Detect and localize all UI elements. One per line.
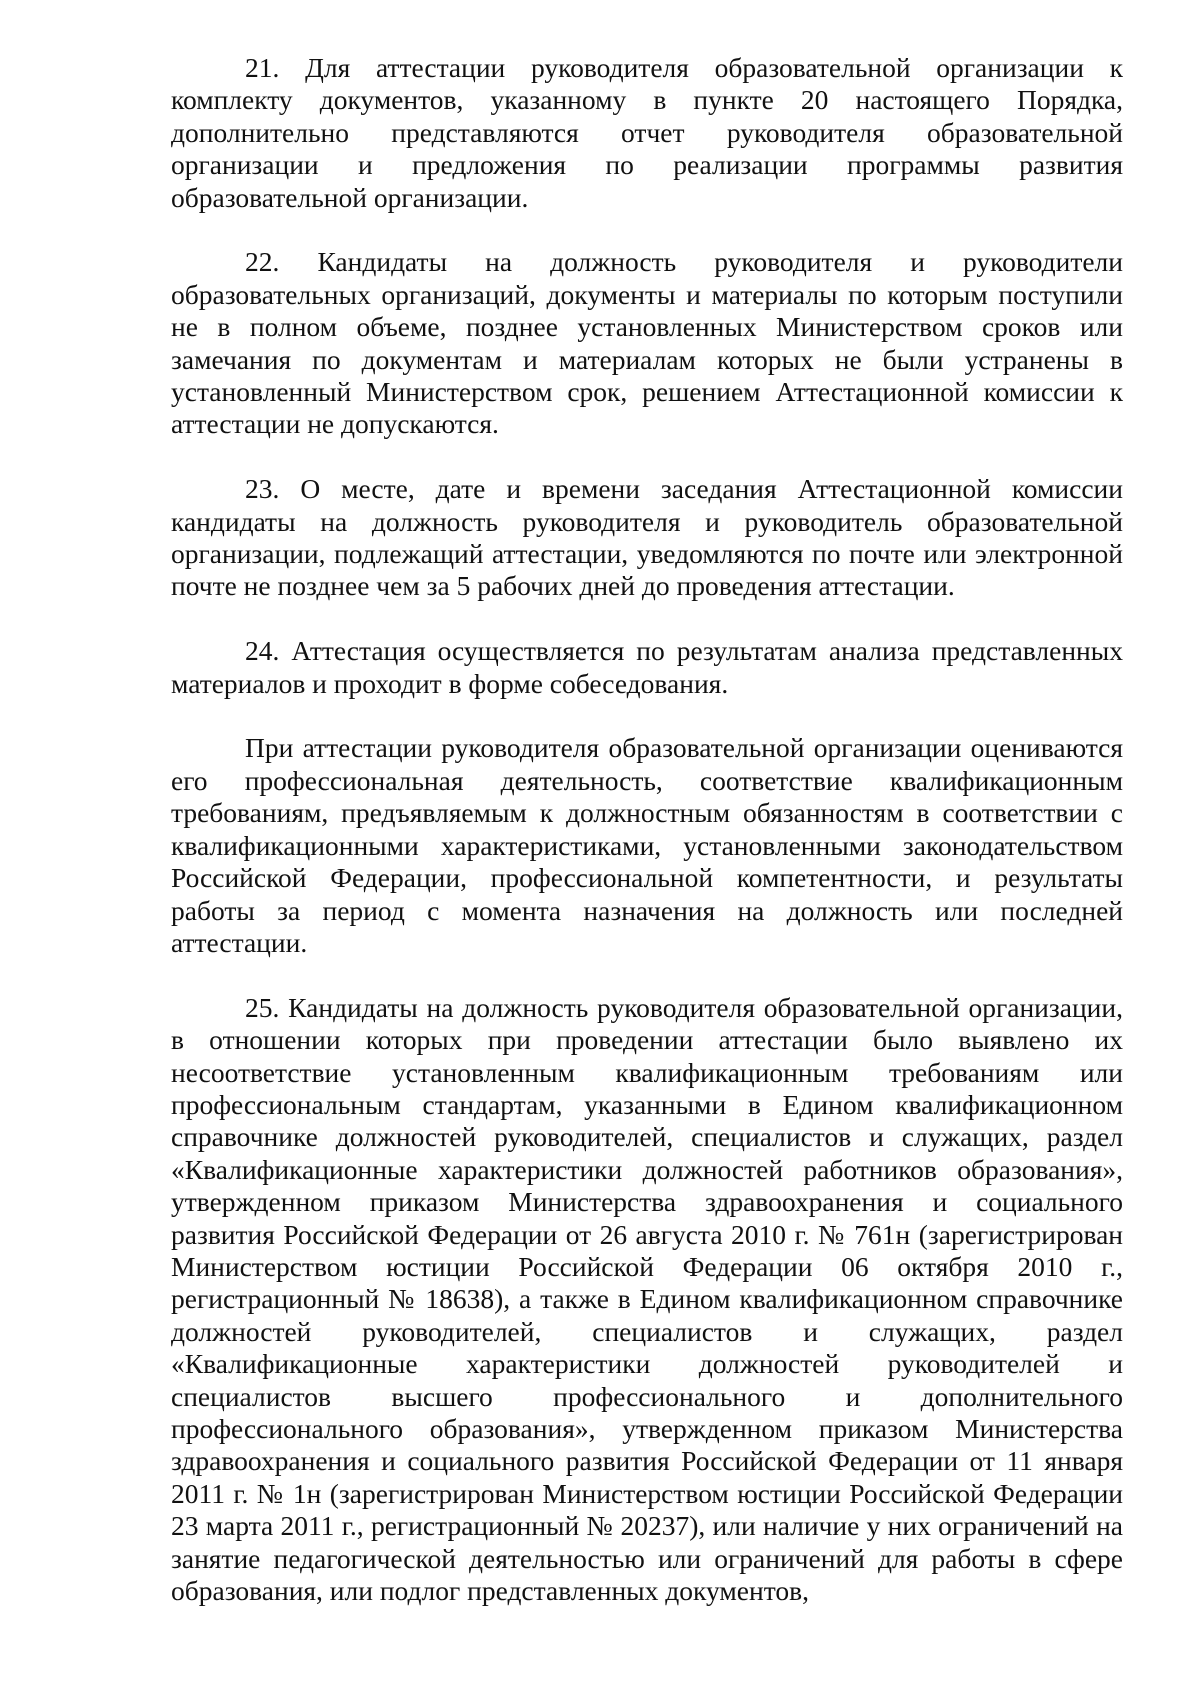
paragraph-24-continued: При аттестации руководителя образовательной организации оцениваются его профессиональная деятельность, соответствие квалификационным требованиям, предъявляемым к должностным обязанностям в соответствии с квалификационными характеристиками, установленными законодательством Российской Федерации, профессиональной компетентности, и результаты работы за период с момента назначения на должность или последней аттестации. bbox=[171, 732, 1123, 958]
paragraph-25: 25. Кандидаты на должность руководителя образовательной организации, в отношении которых при проведении аттестации было выявлено их несоответствие установленным квалификационным требованиям или профессиональным стандартам, указанными в Едином квалификационном справочнике должностей руководителей, специалистов и служащих, раздел «Квалификационные характеристики должностей работников образования», утвержденном приказом Министерства здравоохранения и социального развития Российской Федерации от 26 августа 2010 г. № 761н (зарегистрирован Министерством юстиции Российской Федерации 06 октября 2010 г., регистрационный № 18638), а также в Едином квалификационном справочнике должностей руководителей, специалистов и служащих, раздел «Квалификационные характеристики должностей руководителей и специалистов высшего профессионального и дополнительного профессионального образования», утвержденном приказом Министерства здравоохранения и социального развития Российской Федерации от 11 января 2011 г. № 1н (зарегистрирован Министерством юстиции Российской Федерации 23 марта 2011 г., регистрационный № 20237), или наличие у них ограничений на занятие педагогической деятельностью или ограничений для работы в сфере образования, или подлог представленных документов, bbox=[171, 991, 1123, 1607]
document-body bbox=[171, 52, 1123, 1607]
paragraph-21: 21. Для аттестации руководителя образовательной организации к комплекту документов, указанному в пункте 20 настоящего Порядка, дополнительно представляются отчет руководителя образовательной организации и предложения по реализации программы развития образовательной организации. bbox=[171, 52, 1123, 213]
paragraph-22: 22. Кандидаты на должность руководителя и руководители образовательных организаций, документы и материалы по которым поступили не в полном объеме, позднее установленных Министерством сроков или замечания по документам и материалам которых не были устранены в установленный Министерством срок, решением Аттестационной комиссии к аттестации не допускаются. bbox=[171, 246, 1123, 440]
paragraph-24: 24. Аттестация осуществляется по результатам анализа представленных материалов и проходит в форме собеседования. bbox=[171, 635, 1123, 699]
paragraph-23: 23. О месте, дате и времени заседания Аттестационной комиссии кандидаты на должность руководителя и руководитель образовательной организации, подлежащий аттестации, уведомляются по почте или электронной почте не позднее чем за 5 рабочих дней до проведения аттестации. bbox=[171, 473, 1123, 602]
